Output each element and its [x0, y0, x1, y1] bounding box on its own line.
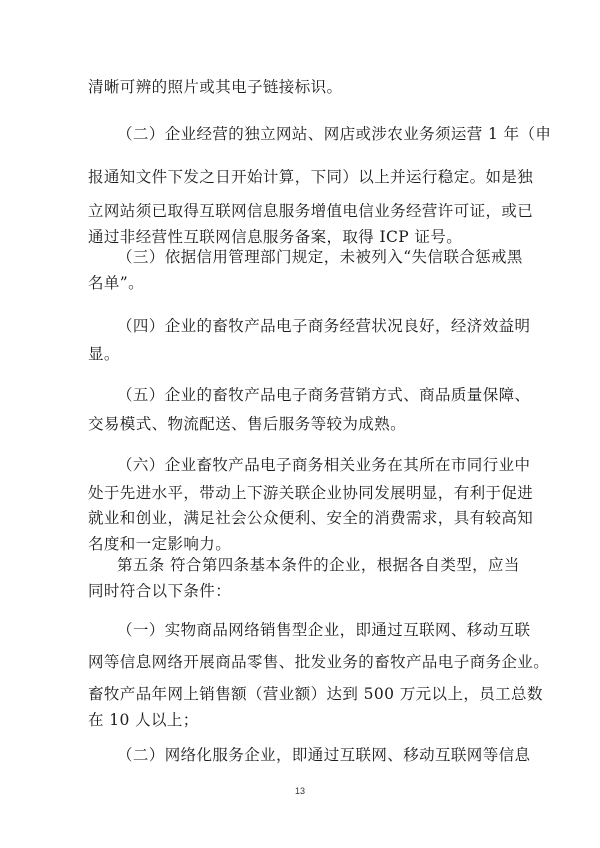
text-line: 在 10 人以上；: [88, 711, 199, 729]
text-line: （四）企业的畜牧产品电子商务经营状况良好，经济效益明: [117, 317, 531, 335]
text-line: （六）企业畜牧产品电子商务相关业务在其所在市同行业中: [117, 456, 531, 474]
text-line: 处于先进水平，带动上下游关联企业协同发展明显，有利于促进: [88, 484, 534, 502]
text-line: 畜牧产品年网上销售额（营业额）达到 500 万元以上，员工总数: [88, 685, 543, 703]
text-line: 立网站须已取得互联网信息服务增值电信业务经营许可证，或已: [88, 202, 534, 220]
text-line: 就业和创业，满足社会公众便利、安全的消费需求，具有较高知: [88, 509, 534, 527]
text-line: 清晰可辨的照片或其电子链接标识。: [88, 78, 343, 96]
text-line: （一）实物商品网络销售型企业，即通过互联网、移动互联: [117, 621, 531, 639]
text-line: 名单”。: [88, 274, 145, 292]
text-line: （二）网络化服务企业，即通过互联网、移动互联网等信息: [117, 746, 531, 764]
text-line: 名度和一定影响力。: [88, 535, 232, 553]
text-line: 显。: [88, 345, 120, 363]
page-number: 13: [294, 786, 305, 796]
text-line: （三）依据信用管理部门规定，未被列入“失信联合惩戒黑: [117, 248, 523, 266]
text-line: 网等信息网络开展商品零售、批发业务的畜牧产品电子商务企业。: [88, 653, 550, 671]
text-line: （二）企业经营的独立网站、网店或涉农业务须运营 1 年（申: [117, 125, 552, 143]
text-line: 报通知文件下发之日开始计算，下同）以上并运行稳定。如是独: [88, 168, 534, 186]
text-line: 第五条 符合第四条基本条件的企业，根据各自类型，应当: [117, 556, 520, 574]
text-line: （五）企业的畜牧产品电子商务营销方式、商品质量保障、: [117, 386, 531, 404]
text-line: 同时符合以下条件：: [88, 582, 232, 600]
text-line: 通过非经营性互联网信息服务备案，取得 ICP 证号。: [88, 228, 463, 246]
text-line: 交易模式、物流配送、售后服务等较为成熟。: [88, 415, 407, 433]
